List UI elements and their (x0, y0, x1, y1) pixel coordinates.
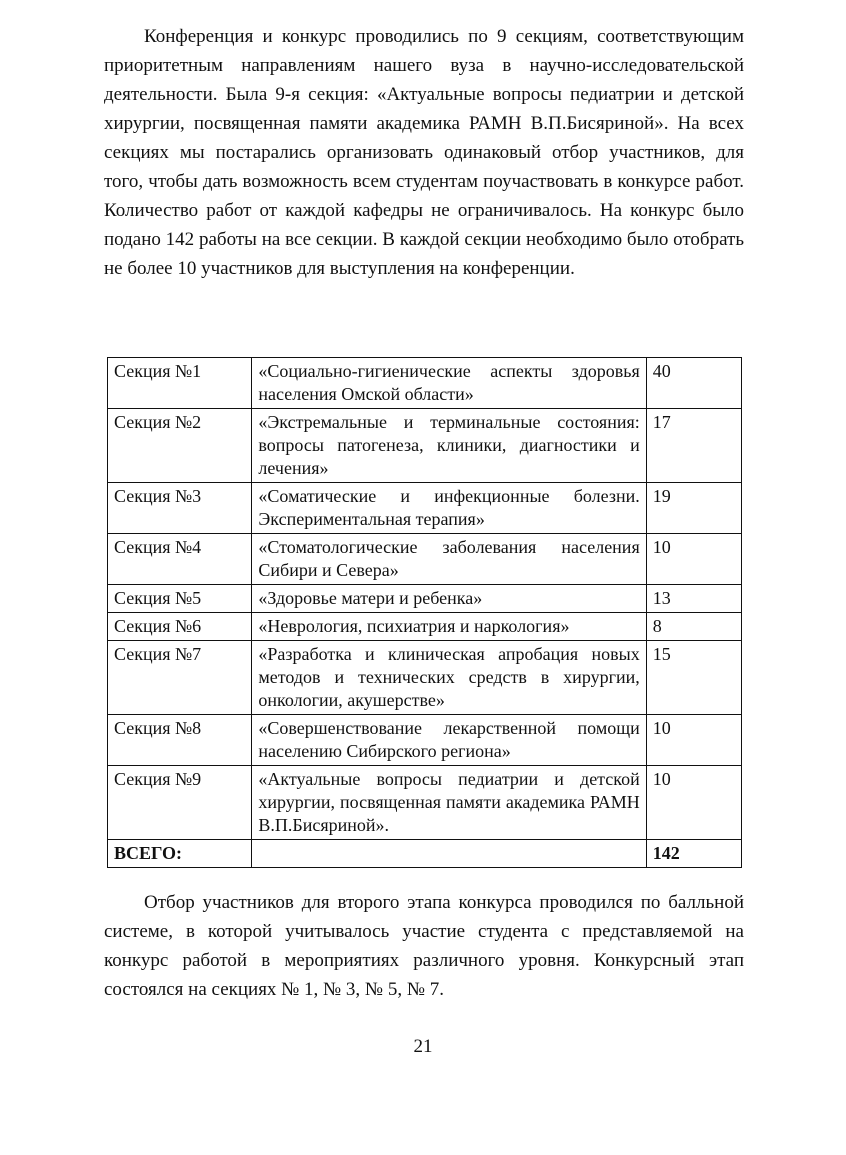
section-title-cell: «Актуальные вопросы педиатрии и детской хирургии, посвященная памяти академика РАМН В.П.Бисяриной». (252, 766, 646, 840)
section-title-cell: «Разработка и клиническая апробация новых методов и технических средств в хирургии, онкологии, акушерстве» (252, 641, 646, 715)
table-row (108, 409, 742, 483)
section-count-cell: 10 (646, 534, 741, 585)
section-count-cell: 19 (646, 483, 741, 534)
total-value-cell: 142 (646, 840, 741, 868)
table-row (108, 766, 742, 840)
selection-paragraph-text: Отбор участников для второго этапа конкурса проводился по балльной системе, в которой учитывалось участие студента с представляемой на конкурс работой в мероприятиях различного уровня. Конкурсный этап состоялся на секциях № 1, № 3, № 5, № 7. (104, 892, 744, 1000)
selection-paragraph (104, 888, 744, 1004)
intro-paragraph (104, 22, 744, 283)
table-row (108, 483, 742, 534)
sections-table-body (108, 358, 742, 868)
section-count-cell: 17 (646, 409, 741, 483)
table-row (108, 534, 742, 585)
section-count-cell: 10 (646, 766, 741, 840)
section-title-cell: «Неврология, психиатрия и наркология» (252, 613, 646, 641)
section-title-cell: «Здоровье матери и ребенка» (252, 585, 646, 613)
total-empty-cell (252, 840, 646, 868)
table-row (108, 715, 742, 766)
section-title-cell: «Соматические и инфекционные болезни. Экспериментальная терапия» (252, 483, 646, 534)
table-total-row (108, 840, 742, 868)
section-count-cell: 15 (646, 641, 741, 715)
section-number-cell: Секция №2 (108, 409, 252, 483)
section-title-cell: «Социально-гигиенические аспекты здоровья населения Омской области» (252, 358, 646, 409)
table-row (108, 585, 742, 613)
section-number-cell: Секция №8 (108, 715, 252, 766)
table-row (108, 613, 742, 641)
section-title-cell: «Совершенствование лекарственной помощи населению Сибирского региона» (252, 715, 646, 766)
section-number-cell: Секция №7 (108, 641, 252, 715)
section-count-cell: 13 (646, 585, 741, 613)
section-count-cell: 10 (646, 715, 741, 766)
section-number-cell: Секция №9 (108, 766, 252, 840)
section-number-cell: Секция №4 (108, 534, 252, 585)
section-count-cell: 40 (646, 358, 741, 409)
section-title-cell: «Экстремальные и терминальные состояния: вопросы патогенеза, клиники, диагностики и лечения» (252, 409, 646, 483)
section-number-cell: Секция №1 (108, 358, 252, 409)
page-number: 21 (413, 1036, 433, 1057)
section-title-cell: «Стоматологические заболевания населения Сибири и Севера» (252, 534, 646, 585)
sections-table (107, 357, 742, 868)
intro-paragraph-text: Конференция и конкурс проводились по 9 секциям, соответствующим приоритетным направлениям нашего вуза в научно-исследовательской деятельности. Была 9-я секция: «Актуальные вопросы педиатрии и детской хирургии, посвященная памяти академика РАМН В.П.Бисяриной». На всех секциях мы постарались организовать одинаковый отбор участников, для того, чтобы дать возможность всем студентам поучаствовать в конкурсе работ. Количество работ от каждой кафедры не ограничивалось. На конкурс было подано 142 работы на все секции. В каждой секции необходимо было отобрать не более 10 участников для выступления на конференции. (104, 26, 744, 279)
section-number-cell: Секция №3 (108, 483, 252, 534)
section-number-cell: Секция №5 (108, 585, 252, 613)
table-row (108, 358, 742, 409)
table-row (108, 641, 742, 715)
section-number-cell: Секция №6 (108, 613, 252, 641)
total-label-cell: ВСЕГО: (108, 840, 252, 868)
section-count-cell: 8 (646, 613, 741, 641)
